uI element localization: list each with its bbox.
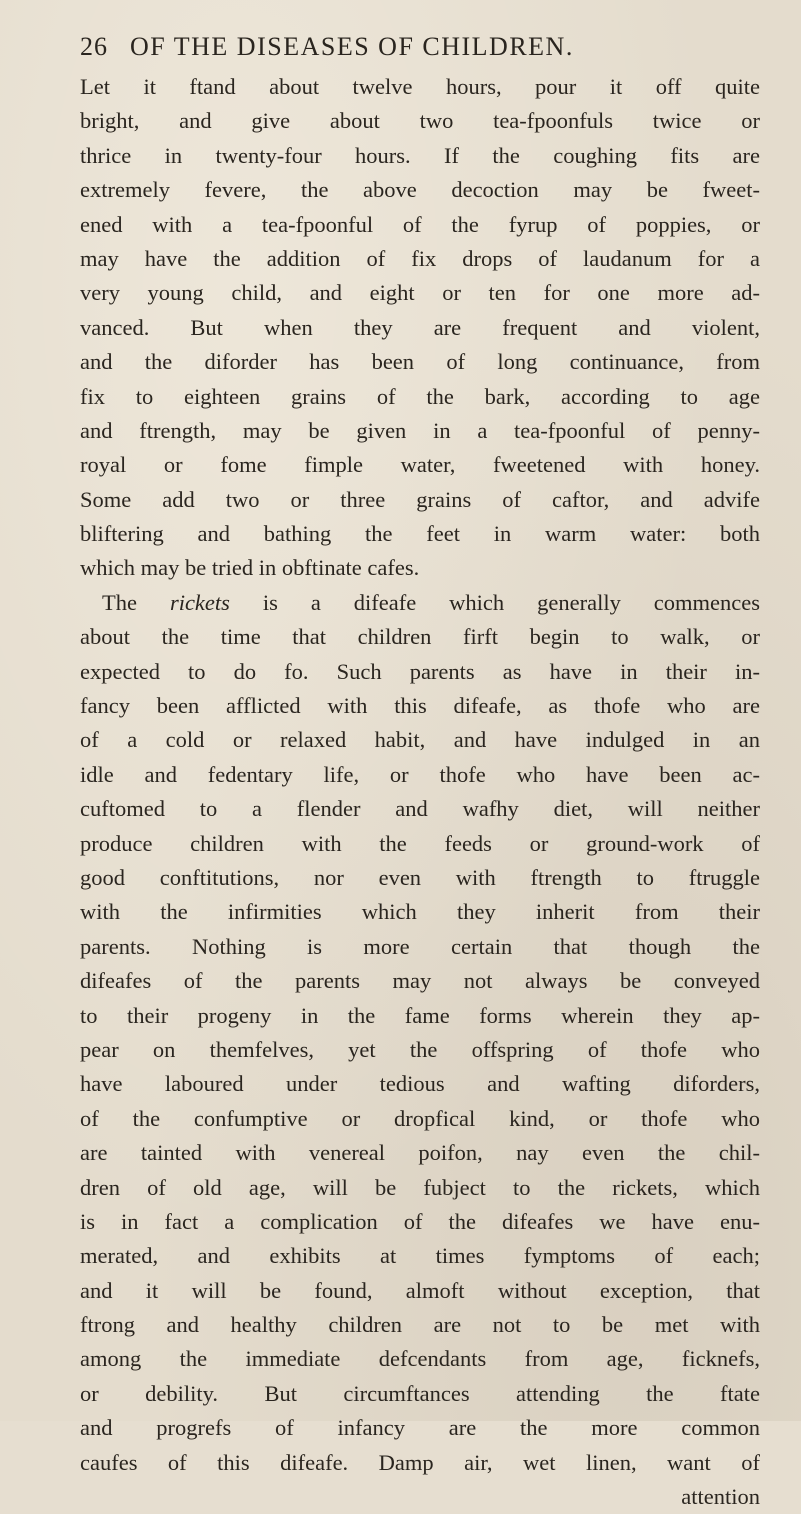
rickets-after: is a difeafe which generally commences (229, 589, 760, 615)
text-line: about the time that children firft begin to walk, or (80, 624, 760, 650)
text-line: extremely fevere, the above decoction may be fweet- (80, 177, 760, 203)
text-line: and it will be found, almoft without exception, that (80, 1277, 760, 1303)
text-line: and ftrength, may be given in a tea-fpoonful of penny- (80, 417, 760, 443)
text-line: cuftomed to a flender and wafhy diet, will neither (80, 796, 760, 822)
text-line: is in fact a complication of the difeafes we have enu- (80, 1208, 760, 1234)
text-line: idle and fedentary life, or thofe who have been ac- (80, 761, 760, 787)
text-line: Let it ftand about twelve hours, pour it off quite (80, 74, 760, 99)
text-line: parents. Nothing is more certain that though the (80, 933, 760, 959)
text-line: and progrefs of infancy are the more common (80, 1415, 760, 1441)
catchword: attention (681, 1484, 760, 1510)
page-header (80, 30, 720, 70)
text-line: royal or fome fimple water, fweetened with honey. (80, 452, 760, 478)
text-line: are tainted with venereal poifon, nay even the chil- (80, 1140, 760, 1166)
rickets-before: The (102, 589, 170, 615)
text-line: thrice in twenty-four hours. If the coughing fits are (80, 142, 760, 168)
text-line: ftrong and healthy children are not to be met with (80, 1312, 760, 1338)
text-line: to their progeny in the fame forms wherein they ap- (80, 1002, 760, 1028)
text-line: ened with a tea-fpoonful of the fyrup of poppies, or (80, 211, 760, 237)
text-line: have laboured under tedious and wafting diforders, (80, 1071, 760, 1097)
text-line: difeafes of the parents may not always be conveyed (80, 968, 760, 994)
text-line: good conftitutions, nor even with ftrength to ftruggle (80, 864, 760, 890)
text-line: among the immediate defcendants from age, ficknefs, (80, 1346, 760, 1372)
text-line: and the diforder has been of long continuance, from (80, 349, 760, 375)
text-line-rickets (80, 586, 760, 620)
text-line: or debility. But circumftances attending the ftate (80, 1380, 760, 1406)
text-line: with the infirmities which they inherit from their (80, 899, 760, 925)
text-line: caufes of this difeafe. Damp air, wet linen, want of (80, 1449, 760, 1475)
text-line: fix to eighteen grains of the bark, according to age (80, 383, 760, 409)
text-line: bright, and give about two tea-fpoonfuls twice or (80, 108, 760, 134)
text-line: may have the addition of fix drops of laudanum for a (80, 245, 760, 271)
text-line: merated, and exhibits at times fymptoms of each; (80, 1243, 760, 1269)
text-line: bliftering and bathing the feet in warm water: both (80, 521, 760, 547)
text-line: which may be tried in obftinate cafes. (80, 555, 420, 581)
text-line: Some add two or three grains of caftor, and advife (80, 486, 760, 512)
text-line: pear on themfelves, yet the offspring of thofe who (80, 1036, 760, 1062)
page-number: 26 (80, 32, 108, 61)
text-line: produce children with the feeds or ground-work of (80, 830, 760, 856)
body-text (80, 70, 760, 1514)
text-line: fancy been afflicted with this difeafe, as thofe who are (80, 693, 760, 719)
text-line: expected to do fo. Such parents as have in their in- (80, 658, 760, 684)
text-line: of a cold or relaxed habit, and have indulged in an (80, 727, 760, 753)
text-line: very young child, and eight or ten for one more ad- (80, 280, 760, 306)
text-line: vanced. But when they are frequent and violent, (80, 314, 760, 340)
text-line: of the confumptive or dropfical kind, or thofe who (80, 1105, 760, 1131)
rickets-italic: rickets (169, 589, 230, 615)
running-head: OF THE DISEASES OF CHILDREN. (130, 32, 574, 61)
text-line: dren of old age, will be fubject to the rickets, which (80, 1174, 760, 1200)
